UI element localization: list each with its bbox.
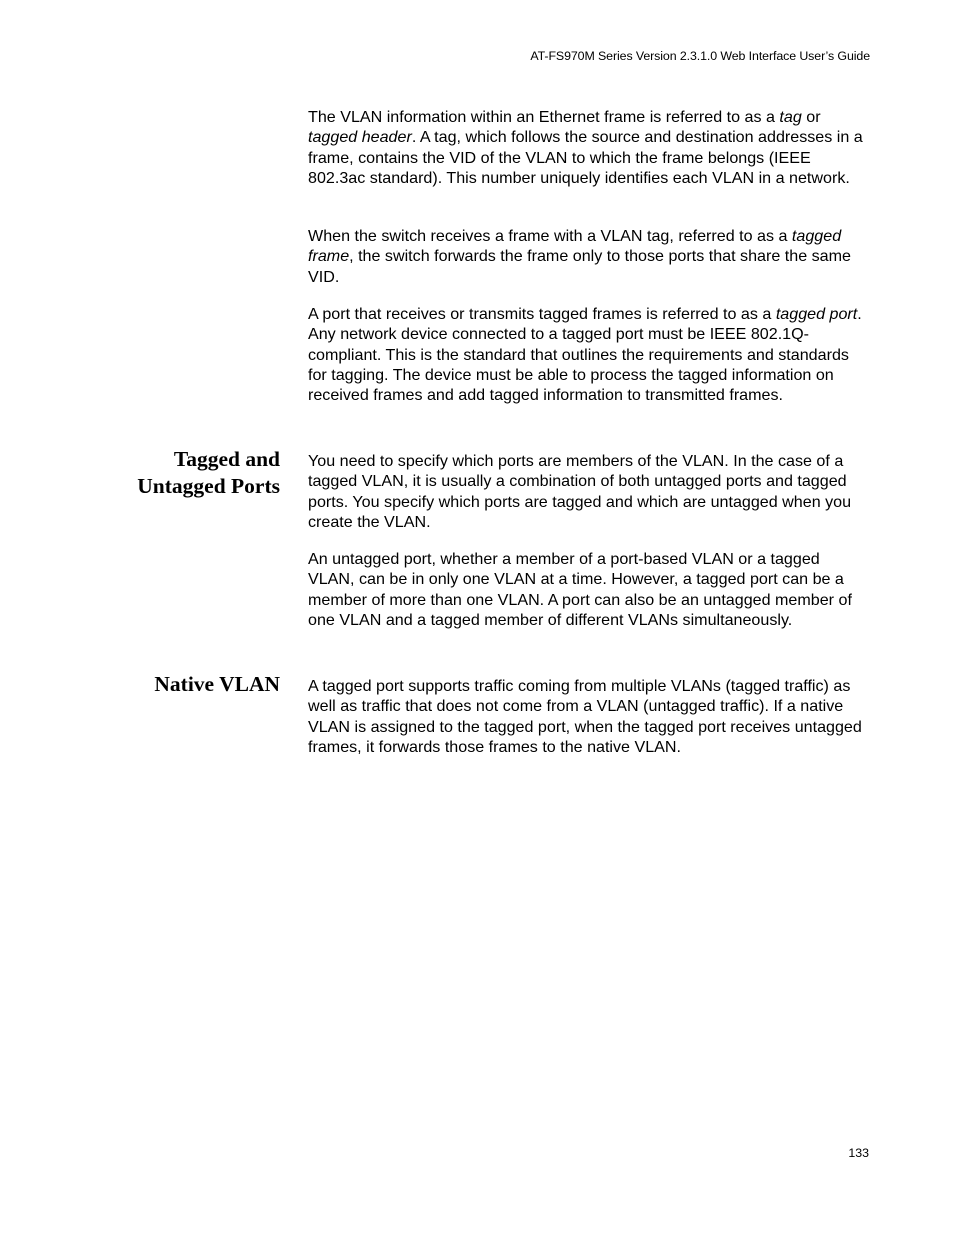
italic-term-tagged-port: tagged port xyxy=(775,305,858,323)
text-run: When the switch receives a frame with a VLAN tag, referred to as a xyxy=(308,227,792,245)
heading-line: Untagged Ports xyxy=(137,474,280,498)
section-heading-tagged-untagged-ports xyxy=(80,446,280,500)
italic-term-tag: tag xyxy=(779,108,802,126)
text-run: . A tag, which follows the source and destination addresses in a frame, contains the VID of the VLAN to which the frame belongs (IEEE 802.3ac standard). This number uniquely identifies each VLAN in a network. xyxy=(308,128,863,187)
text-run: , the switch forwards the frame only to those ports that share the same VID. xyxy=(308,247,851,286)
italic-term-tagged-frame: tagged frame xyxy=(308,227,842,266)
paragraph-tagged-frame xyxy=(308,226,870,287)
paragraph-vlan-tag xyxy=(308,107,870,188)
paragraph-tagged-port xyxy=(308,304,870,405)
paragraph-port-membership: You need to specify which ports are members of the VLAN. In the case of a tagged VLAN, it is usually a combination of both untagged ports and tagged ports. You specify which ports are tagged and which are untagged when you create the VLAN. xyxy=(308,452,852,531)
page-number: 133 xyxy=(848,1146,869,1160)
text-run: . Any network device connected to a tagged port must be IEEE 802.1Q-compliant. This is the standard that outlines the requirements and standards for tagging. The device must be able to process the tagged information on received frames and add tagged information to transmitted frames. xyxy=(308,305,862,405)
paragraph-native-vlan: A tagged port supports traffic coming from multiple VLANs (tagged traffic) as well as traffic that does not come from a VLAN (untagged traffic). If a native VLAN is assigned to the tagged port, when the tagged port receives untagged frames, it forwards those frames to the native VLAN. xyxy=(308,677,862,756)
paragraph-untagged-port: An untagged port, whether a member of a port-based VLAN or a tagged VLAN, can be in only one VLAN at a time. However, a tagged port can be a member of more than one VLAN. A port can also be an untagged member of one VLAN and a tagged member of different VLANs simultaneously. xyxy=(308,550,852,629)
running-header: AT-FS970M Series Version 2.3.1.0 Web Interface User’s Guide xyxy=(530,49,870,63)
italic-term-tagged-header: tagged header xyxy=(308,128,412,147)
text-run: The VLAN information within an Ethernet frame is referred to as a xyxy=(308,108,780,126)
heading-line: Tagged and xyxy=(173,447,280,471)
text-run: or xyxy=(801,108,821,126)
section-heading-native-vlan: Native VLAN xyxy=(154,672,280,696)
text-run: A port that receives or transmits tagged frames is referred to as a xyxy=(308,305,776,323)
